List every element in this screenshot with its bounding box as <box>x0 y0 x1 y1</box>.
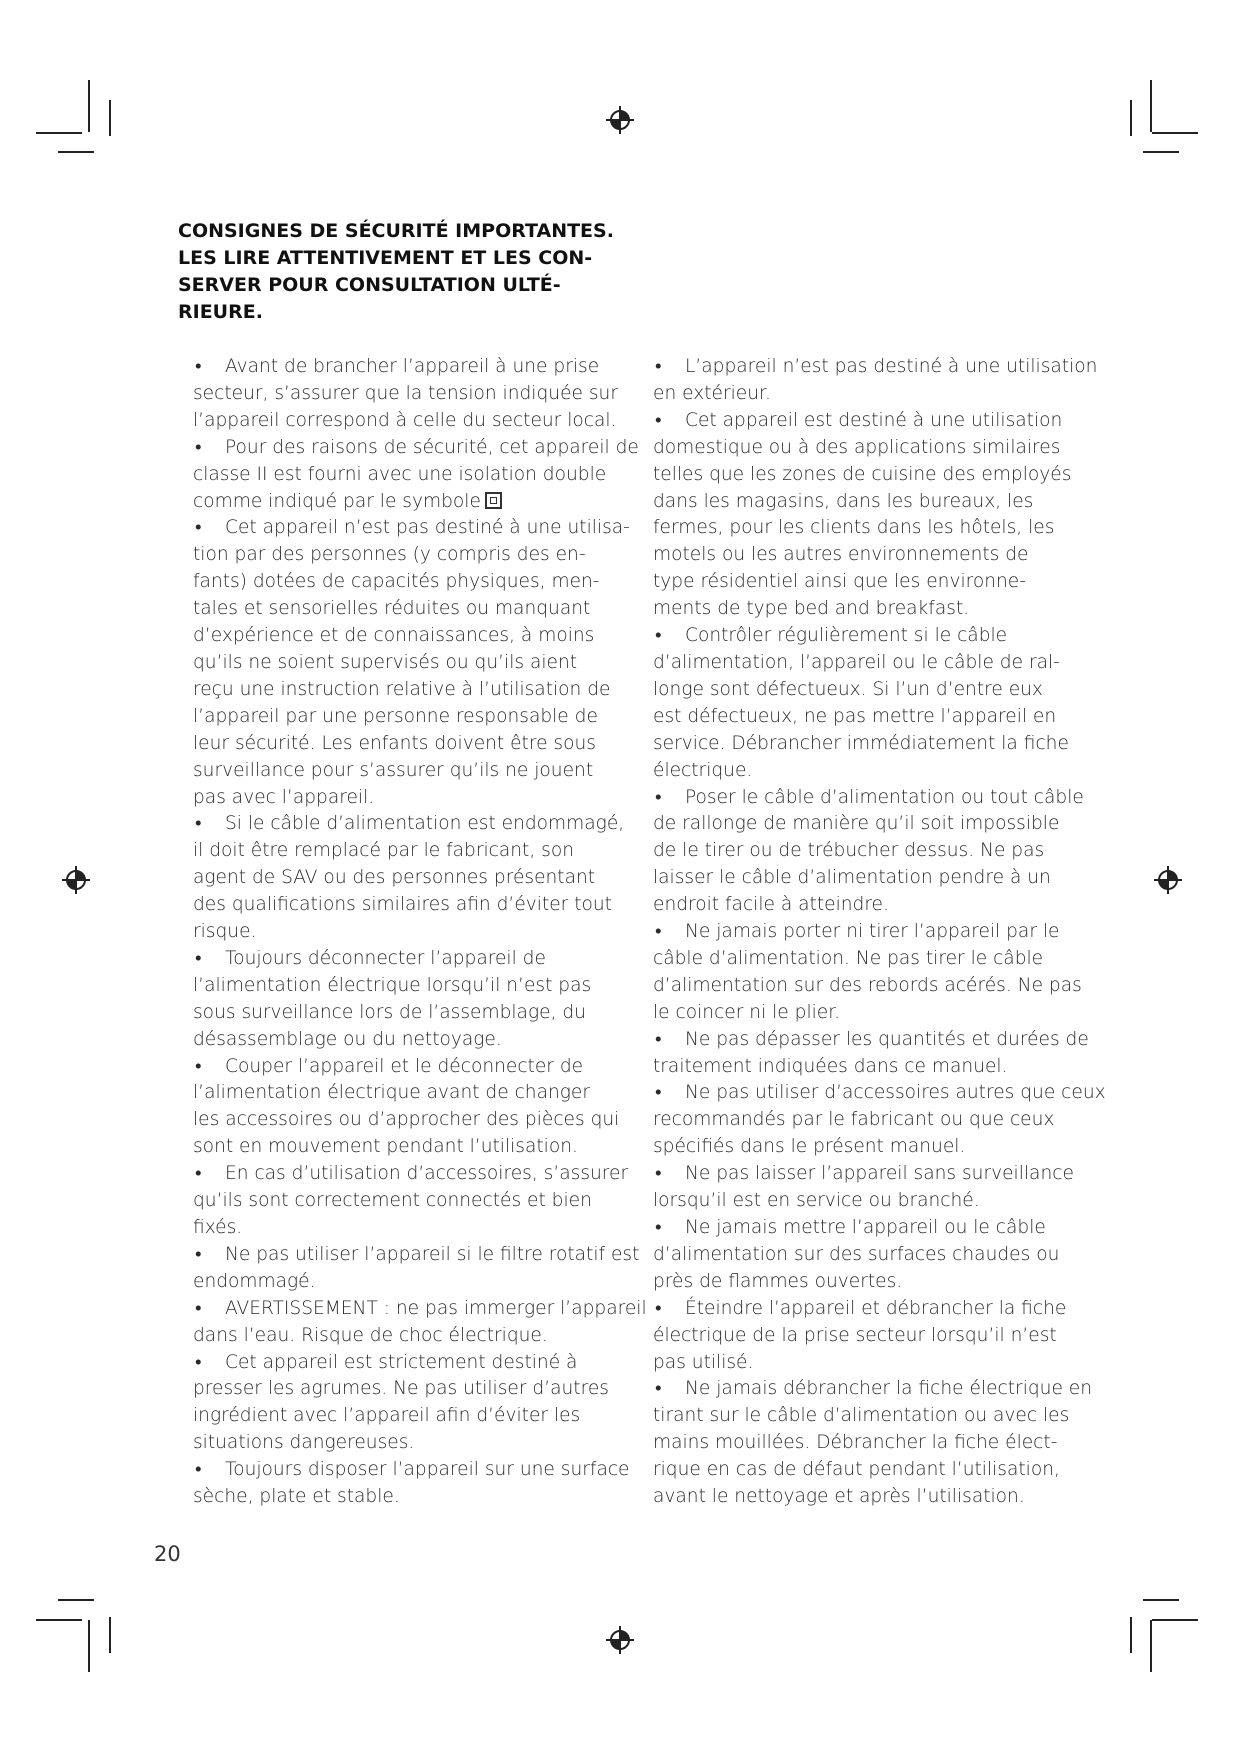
safety-list-left <box>193 354 647 1511</box>
crop-mark <box>1143 1599 1179 1601</box>
bullet-icon: • <box>655 786 662 808</box>
list-item: domestique ou à des applications similaires <box>653 436 1061 458</box>
list-item: pas utilisé. <box>653 1351 754 1373</box>
title-line: RIEURE. <box>178 301 263 323</box>
list-item: l’appareil par une personne responsable de <box>193 705 598 727</box>
list-item: tales et sensorielles réduites ou manquant <box>193 598 591 620</box>
list-item: d’expérience et de connaissances, à moins <box>193 625 595 647</box>
list-item: l’alimentation électrique avant de changer <box>193 1082 591 1104</box>
bullet-icon: • <box>195 1297 202 1319</box>
title-line: SERVER POUR CONSULTATION ULTÉ- <box>178 274 561 296</box>
list-item: service. Débrancher immédiatement la fiche <box>653 732 1069 754</box>
bullet-icon: • <box>195 947 202 969</box>
list-item: motels ou les autres environnements de <box>653 544 1029 566</box>
list-item: tirant sur le câble d’alimentation ou avec les <box>653 1405 1070 1427</box>
list-item: recommandés par le fabricant ou que ceux <box>653 1109 1055 1131</box>
list-item: sous surveillance lors de l’assemblage, du <box>193 1001 586 1023</box>
list-item: • Cet appareil est destiné à une utilisation <box>653 408 1093 435</box>
list-item: reçu une instruction relative à l’utilisation de <box>193 678 611 700</box>
bullet-icon: • <box>655 409 662 431</box>
page-title <box>178 218 618 326</box>
list-item: près de flammes ouvertes. <box>653 1270 903 1292</box>
registration-mark-icon <box>1154 866 1182 894</box>
list-item: endommagé. <box>193 1270 316 1292</box>
bullet-icon: • <box>655 1028 662 1050</box>
bullet-icon: • <box>195 1055 202 1077</box>
list-item: classe II est fourni avec une isolation double <box>193 463 607 485</box>
list-item: électrique de la prise secteur lorsqu’il n’est <box>653 1324 1057 1346</box>
crop-mark <box>36 132 82 134</box>
list-item: situations dangereuses. <box>193 1432 415 1454</box>
list-item: • Éteindre l’appareil et débrancher la fiche <box>653 1296 1093 1323</box>
crop-mark <box>58 1599 94 1601</box>
crop-mark <box>88 80 90 132</box>
list-item: • Couper l’appareil et le déconnecter de <box>193 1054 633 1081</box>
crop-mark <box>1152 1619 1198 1621</box>
list-item: fermes, pour les clients dans les hôtels, les <box>653 517 1055 539</box>
list-item: • Pour des raisons de sécurité, cet appareil de <box>193 435 633 462</box>
safety-list-right <box>653 354 1106 1511</box>
registration-mark-icon <box>62 866 90 894</box>
list-item: des qualifications similaires afin d’éviter tout <box>193 894 612 916</box>
list-item: électrique. <box>653 759 753 781</box>
title-line: LES LIRE ATTENTIVEMENT ET LES CON- <box>178 247 593 269</box>
crop-mark <box>58 151 94 153</box>
list-item: type résidentiel ainsi que les environne- <box>653 571 1026 593</box>
bullet-icon: • <box>195 356 202 377</box>
list-item: risque. <box>193 921 257 943</box>
list-item: • Ne jamais mettre l’appareil ou le câble <box>653 1215 1093 1242</box>
list-item: agent de SAV ou des personnes présentant <box>193 867 596 889</box>
bullet-icon: • <box>655 625 662 647</box>
crop-mark <box>109 1617 111 1653</box>
registration-mark-icon <box>606 106 634 134</box>
list-item: • En cas d’utilisation d’accessoires, s’assurer <box>193 1161 633 1188</box>
list-item: • AVERTISSEMENT : ne pas immerger l’appareil <box>193 1296 633 1323</box>
list-item: les accessoires ou d’approcher des pièces qui <box>193 1109 620 1131</box>
crop-mark <box>1150 80 1152 132</box>
list-item: lorsqu’il est en service ou branché. <box>653 1190 980 1212</box>
list-item: • Poser le câble d’alimentation ou tout câble <box>653 785 1093 812</box>
crop-mark <box>36 1619 82 1621</box>
list-item: dans les magasins, dans les bureaux, les <box>653 490 1034 512</box>
list-item: • Ne pas laisser l’appareil sans surveillance <box>653 1161 1093 1188</box>
list-item: • Si le câble d’alimentation est endommagé, <box>193 811 633 838</box>
list-item: avant le nettoyage et après l’utilisation. <box>653 1486 1025 1508</box>
list-item: qu’ils ne soient supervisés ou qu’ils aient <box>193 651 578 673</box>
crop-mark <box>88 1620 90 1672</box>
list-item: sont en mouvement pendant l’utilisation. <box>193 1136 578 1158</box>
list-item: leur sécurité. Les enfants doivent être sous <box>193 732 596 754</box>
list-item: il doit être remplacé par le fabricant, son <box>193 840 575 862</box>
class-ii-symbol-icon <box>485 492 502 509</box>
list-item: • L’appareil n’est pas destiné à une utilisation <box>653 354 1093 381</box>
crop-mark <box>1152 132 1198 134</box>
list-item: tion par des personnes (y compris des en- <box>193 544 586 566</box>
list-item: • Cet appareil n’est pas destiné à une utilisa- <box>193 515 633 542</box>
list-item: pas avec l’appareil. <box>193 786 375 808</box>
list-item: fants) dotées de capacités physiques, men- <box>193 571 600 593</box>
list-item: d’alimentation, l’appareil ou le câble de ral- <box>653 651 1060 673</box>
crop-mark <box>109 100 111 136</box>
list-item: • Ne jamais débrancher la fiche électrique en <box>653 1376 1093 1403</box>
list-item: telles que les zones de cuisine des employés <box>653 463 1072 485</box>
bullet-icon: • <box>195 1243 202 1265</box>
list-item: • Ne pas dépasser les quantités et durées de <box>653 1027 1093 1054</box>
bullet-icon: • <box>655 921 662 943</box>
list-item: ments de type bed and breakfast. <box>653 598 970 620</box>
bullet-icon: • <box>195 436 202 458</box>
list-item: dans l’eau. Risque de choc électrique. <box>193 1324 548 1346</box>
registration-mark-icon <box>606 1626 634 1654</box>
crop-mark <box>1150 1620 1152 1672</box>
list-item: l’alimentation électrique lorsqu’il n’est pas <box>193 974 592 996</box>
bullet-icon: • <box>195 1163 202 1185</box>
bullet-icon: • <box>655 356 662 377</box>
list-item: longe sont défectueux. Si l’un d’entre eux <box>653 678 1043 700</box>
bullet-icon: • <box>195 517 202 539</box>
bullet-icon: • <box>195 1351 202 1373</box>
list-item: désassemblage ou du nettoyage. <box>193 1028 502 1050</box>
bullet-icon: • <box>655 1082 662 1104</box>
list-item: secteur, s’assurer que la tension indiquée sur <box>193 382 618 404</box>
list-item: qu’ils sont correctement connectés et bien <box>193 1190 592 1212</box>
list-item: • Avant de brancher l’appareil à une prise <box>193 354 633 381</box>
list-item: comme indiqué par le symbole <box>193 489 633 516</box>
list-item: de rallonge de manière qu’il soit impossible <box>653 813 1060 835</box>
list-item: est défectueux, ne pas mettre l’appareil en <box>653 705 1057 727</box>
list-item: laisser le câble d’alimentation pendre à un <box>653 867 1051 889</box>
list-item: rique en cas de défaut pendant l’utilisation, <box>653 1459 1060 1481</box>
list-item: • Ne pas utiliser d’accessoires autres que ceux <box>653 1080 1093 1107</box>
bullet-icon: • <box>655 1217 662 1238</box>
list-item: d’alimentation sur des rebords acérés. Ne pas <box>653 974 1082 996</box>
crop-mark <box>1143 151 1179 153</box>
list-item: • Toujours déconnecter l’appareil de <box>193 946 633 973</box>
bullet-icon: • <box>655 1378 662 1400</box>
list-item: mains mouillées. Débrancher la fiche élect- <box>653 1432 1058 1454</box>
list-item: presser les agrumes. Ne pas utiliser d’autres <box>193 1378 609 1400</box>
crop-mark <box>1130 100 1132 136</box>
bullet-icon: • <box>655 1297 662 1319</box>
list-item: • Contrôler régulièrement si le câble <box>653 623 1093 650</box>
list-item: surveillance pour s’assurer qu’ils ne jouent <box>193 759 594 781</box>
list-item: endroit facile à atteindre. <box>653 894 889 916</box>
list-item: • Ne jamais porter ni tirer l’appareil par le <box>653 919 1093 946</box>
list-item: • Ne pas utiliser l’appareil si le filtre rotatif est <box>193 1242 633 1269</box>
list-item: • Toujours disposer l’appareil sur une surface <box>193 1457 633 1484</box>
bullet-icon: • <box>195 813 202 835</box>
list-item: le coincer ni le plier. <box>653 1001 841 1023</box>
list-item: d’alimentation sur des surfaces chaudes ou <box>653 1243 1060 1265</box>
list-item: ingrédient avec l’appareil afin d’éviter les <box>193 1405 581 1427</box>
list-item: spécifiés dans le présent manuel. <box>653 1136 966 1158</box>
bullet-icon: • <box>655 1163 662 1185</box>
list-item: • Cet appareil est strictement destiné à <box>193 1350 633 1377</box>
list-item: en extérieur. <box>653 382 771 404</box>
list-item: fixés. <box>193 1217 243 1238</box>
list-item: traitement indiquées dans ce manuel. <box>653 1055 1008 1077</box>
bullet-icon: • <box>195 1459 202 1481</box>
list-item: câble d’alimentation. Ne pas tirer le câble <box>653 947 1044 969</box>
list-item: sèche, plate et stable. <box>193 1486 400 1508</box>
page-number: 20 <box>154 1542 181 1566</box>
crop-mark <box>1130 1617 1132 1653</box>
title-line: CONSIGNES DE SÉCURITÉ IMPORTANTES. <box>178 220 614 242</box>
list-item: de le tirer ou de trébucher dessus. Ne pas <box>653 840 1045 862</box>
list-item: l’appareil correspond à celle du secteur local. <box>193 409 617 431</box>
